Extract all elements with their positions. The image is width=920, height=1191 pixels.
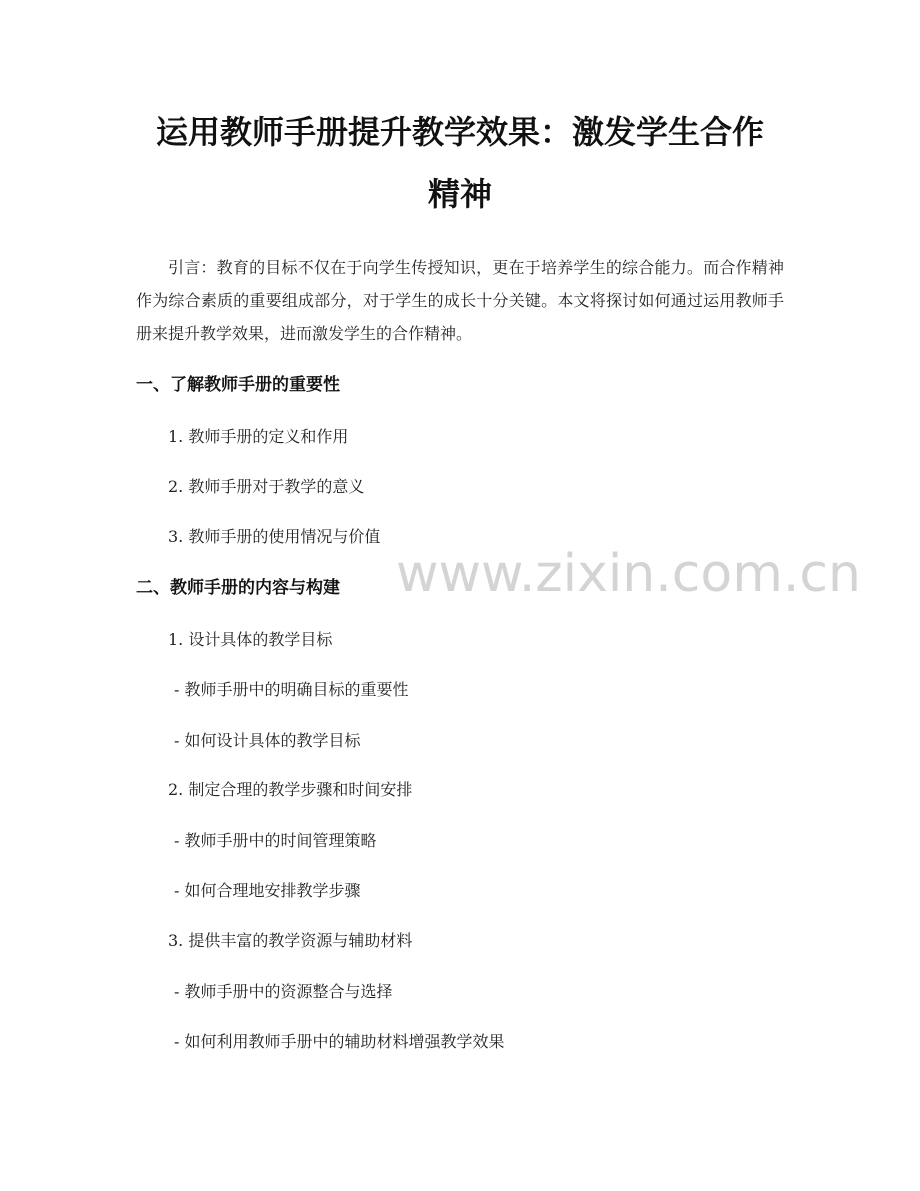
list-item: 3. 教师手册的使用情况与价值 [168, 527, 381, 546]
sub-list-item: - 如何利用教师手册中的辅助材料增强教学效果 [174, 1032, 505, 1051]
document-title-line-2: 精神 [427, 175, 492, 213]
sub-list-item: - 如何设计具体的教学目标 [174, 731, 361, 750]
list-item: 1. 设计具体的教学目标 [168, 630, 333, 649]
intro-paragraph: 引言：教育的目标不仅在于向学生传授知识，更在于培养学生的综合能力。而合作精神作为综合素质的重要组成部分，对于学生的成长十分关键。本文将探讨如何通过运用教师手册来提升教学效果，进而激发学生的合作精神。 [136, 258, 784, 343]
list-item: 2. 教师手册对于教学的意义 [168, 477, 365, 496]
watermark-text: www.zixin.com.cn [396, 544, 861, 604]
section-heading-1: 一、了解教师手册的重要性 [136, 375, 340, 395]
list-item: 3. 提供丰富的教学资源与辅助材料 [168, 931, 413, 950]
sub-list-item: - 教师手册中的时间管理策略 [174, 831, 377, 850]
sub-list-item: - 教师手册中的明确目标的重要性 [174, 680, 409, 699]
document-title-line-1: 运用教师手册提升教学效果：激发学生合作 [155, 113, 764, 151]
list-item: 1. 教师手册的定义和作用 [168, 427, 349, 446]
section-heading-2: 二、教师手册的内容与构建 [136, 578, 340, 598]
sub-list-item: - 教师手册中的资源整合与选择 [174, 982, 393, 1001]
sub-list-item: - 如何合理地安排教学步骤 [174, 881, 361, 900]
list-item: 2. 制定合理的教学步骤和时间安排 [168, 780, 413, 799]
